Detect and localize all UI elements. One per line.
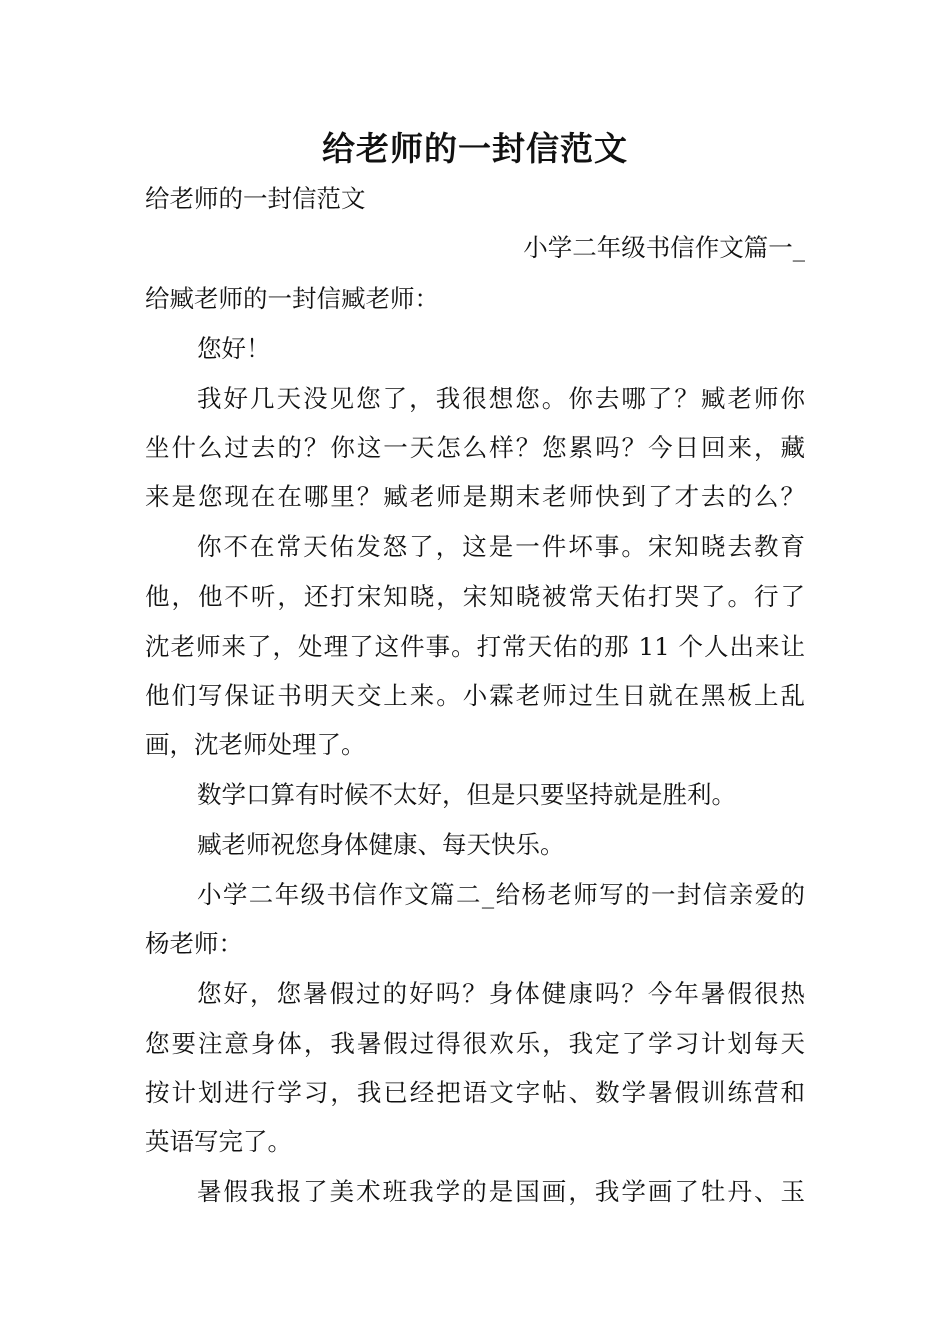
greeting: 您好！ (197, 334, 271, 363)
paragraph-line: 他们写保证书明天交上来。小霖老师过生日就在黑板上乱 (145, 681, 805, 710)
paragraph-line: 数学口算有时候不太好，但是只要坚持就是胜利。 (197, 780, 736, 809)
section2-heading-line: 小学二年级书信作文篇二_给杨老师写的一封信亲爱的 (197, 880, 805, 909)
paragraph-line: 我好几天没见您了，我很想您。你去哪了？臧老师你 (197, 384, 805, 413)
document-subtitle: 给老师的一封信范文 (145, 184, 366, 213)
paragraph-line: 画，沈老师处理了。 (145, 730, 366, 759)
section1-heading: 小学二年级书信作文篇一_ (523, 233, 805, 262)
paragraph-line: 你不在常天佑发怒了，这是一件坏事。宋知晓去教育 (197, 532, 805, 561)
paragraph-line: 来是您现在在哪里？臧老师是期末老师快到了才去的么？ (145, 482, 805, 511)
paragraph-line: 英语写完了。 (145, 1127, 292, 1156)
paragraph-line: 臧老师祝您身体健康、每天快乐。 (197, 830, 565, 859)
paragraph-line: 暑假我报了美术班我学的是国画，我学画了牡丹、玉 (197, 1177, 805, 1206)
paragraph-line: 坐什么过去的？你这一天怎么样？您累吗？今日回来，藏 (145, 433, 805, 462)
paragraph-line: 您好，您暑假过的好吗？身体健康吗？今年暑假很热 (197, 979, 805, 1008)
paragraph-line: 按计划进行学习，我已经把语文字帖、数学暑假训练营和 (145, 1078, 805, 1107)
document-title: 给老师的一封信范文 (322, 129, 628, 168)
paragraph-line: 沈老师来了，处理了这件事。打常天佑的那 11 个人出来让 (145, 632, 805, 661)
paragraph-line: 他，他不听，还打宋知晓，宋知晓被常天佑打哭了。行了 (145, 582, 805, 611)
salutation: 给臧老师的一封信臧老师： (145, 284, 439, 313)
paragraph-line: 您要注意身体，我暑假过得很欢乐，我定了学习计划每天 (145, 1029, 805, 1058)
section2-salutation: 杨老师： (145, 929, 243, 958)
